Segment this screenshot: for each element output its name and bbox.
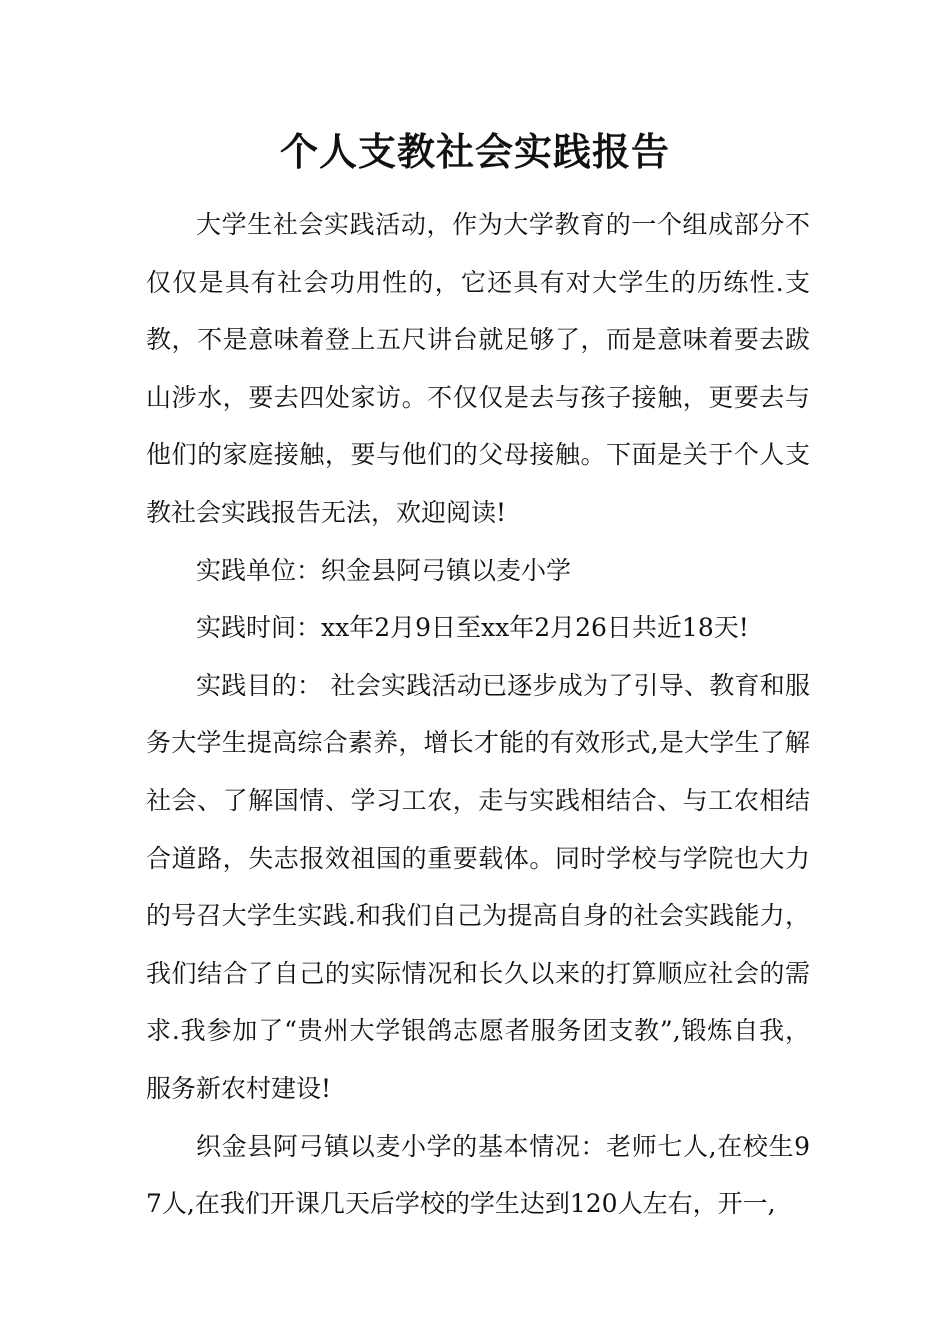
paragraph-practice-time: 实践时间：xx年2月9日至xx年2月26日共近18天!: [196, 613, 749, 643]
document-body: [146, 196, 810, 1233]
document-title: 个人支教社会实践报告: [279, 129, 670, 174]
paragraph-school-info: 织金县阿弓镇以麦小学的基本情况：老师七人,在校生97人,在我们开课几天后学校的学生达到120人左右，开一,: [146, 1131, 810, 1219]
paragraph-practice-purpose: 实践目的： 社会实践活动已逐步成为了引导、教育和服务大学生提高综合素养，增长才能的有效形式,是大学生了解社会、了解国情、学习工农，走与实践相结合、与工农相结合道路，失志报效祖国的重要载体。同时学校与学院也大力的号召大学生实践.和我们自己为提高自身的社会实践能力，我们结合了自己的实际情况和长久以来的打算顺应社会的需求.我参加了“贵州大学银鸽志愿者服务团支教”,锻炼自我，服务新农村建设!: [146, 670, 810, 1103]
paragraph-intro: 大学生社会实践活动，作为大学教育的一个组成部分不仅仅是具有社会功用性的，它还具有对大学生的历练性.支教，不是意味着登上五尺讲台就足够了，而是意味着要去跋山涉水，要去四处家访。不仅仅是去与孩子接触，更要去与他们的家庭接触，要与他们的父母接触。下面是关于个人支教社会实践报告无法，欢迎阅读!: [146, 210, 810, 527]
paragraph-practice-unit: 实践单位：织金县阿弓镇以麦小学: [196, 555, 572, 585]
